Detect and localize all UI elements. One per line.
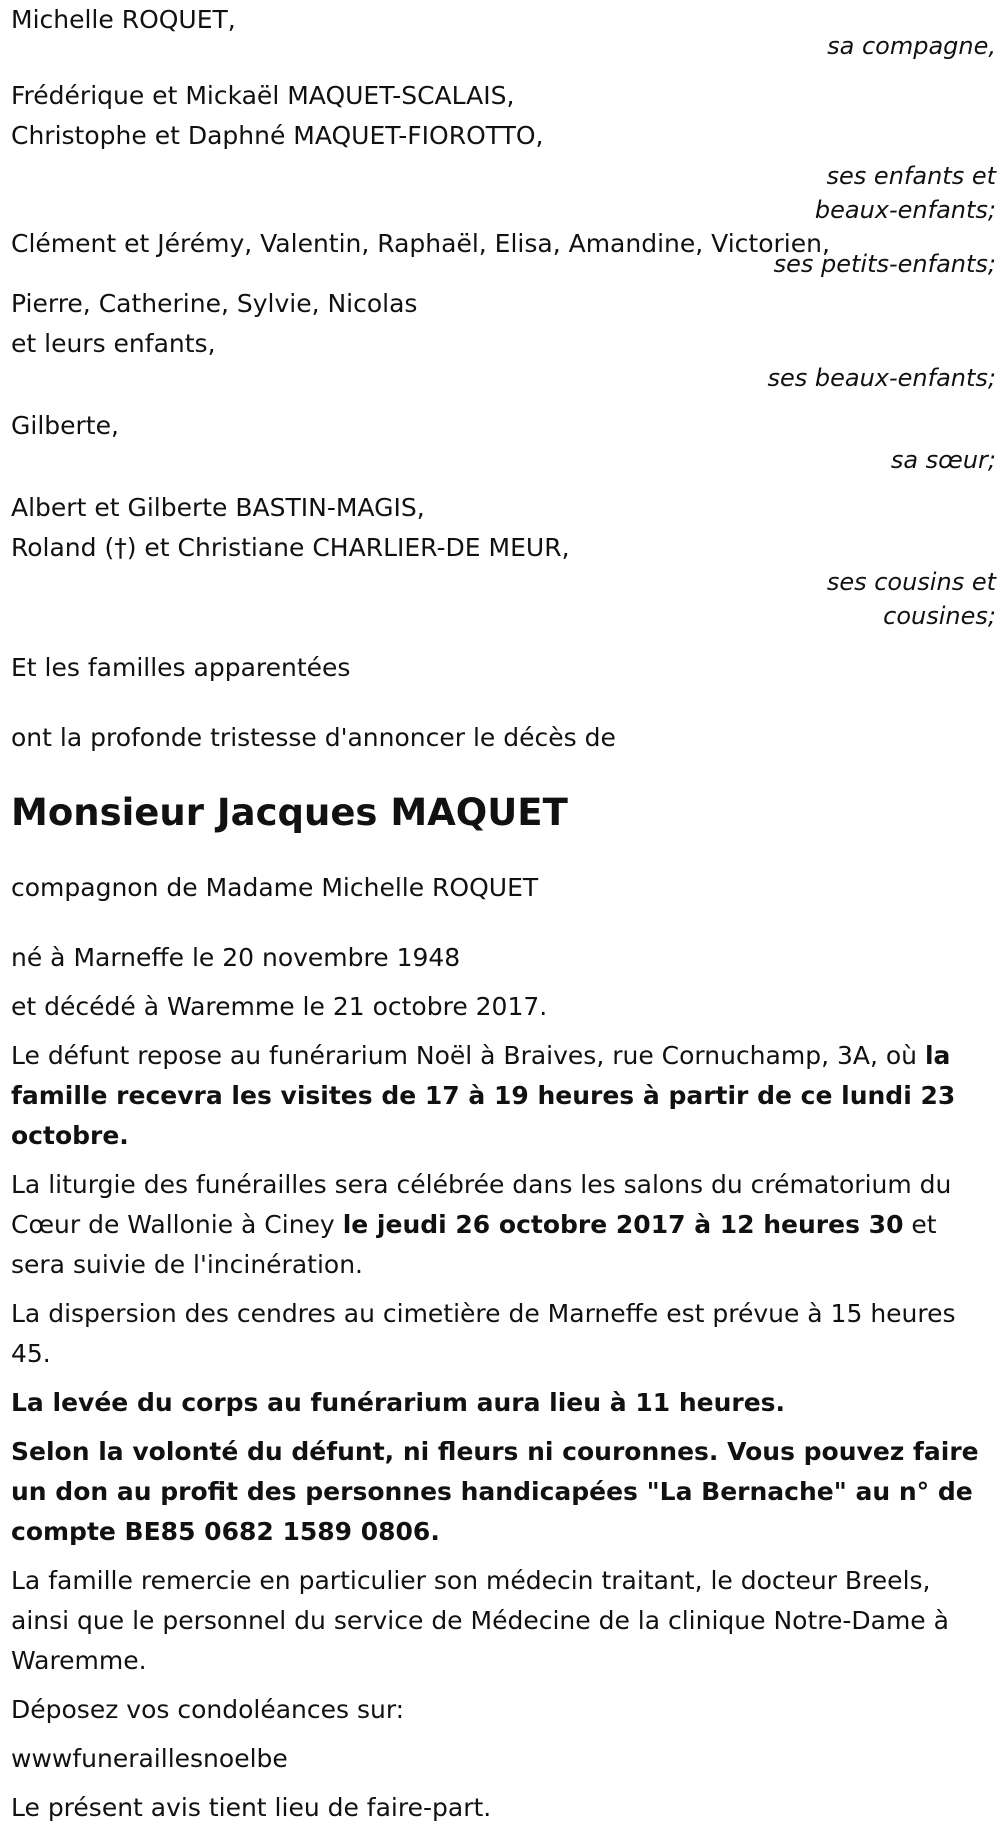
family-names-line: Christophe et Daphné MAQUET-FIOROTTO, [11, 121, 544, 150]
family-names-line: Clément et Jérémy, Valentin, Raphaël, Elisa, Amandine, Victorien, [11, 229, 830, 258]
visit-text: Le défunt repose au funérarium Noël à Braives, rue Cornuchamp, 3A, où [11, 1041, 925, 1070]
family-names-line: et leurs enfants, [11, 329, 216, 358]
family-relation: cousines; [883, 602, 996, 630]
notice-line: Le présent avis tient lieu de faire-part. [11, 1793, 492, 1822]
birth-line: né à Marneffe le 20 novembre 1948 [11, 943, 461, 972]
companion-line: compagnon de Madame Michelle ROQUET [11, 873, 539, 902]
family-relation: sa compagne, [827, 32, 996, 60]
visit-bold: la famille recevra les visites de 17 à 19 heures à partir de ce lundi 23 octobre. [11, 1041, 956, 1150]
family-relation: ses enfants et [826, 162, 996, 190]
liturgy-date: le jeudi 26 octobre 2017 à 12 heures 30 [342, 1210, 904, 1239]
dispersion-paragraph: La dispersion des cendres au cimetière de Marneffe est prévue à 15 heures 45. [11, 1299, 956, 1368]
levee-paragraph: La levée du corps au funérarium aura lieu à 11 heures. [11, 1388, 786, 1417]
thanks-paragraph: La famille remercie en particulier son médecin traitant, le docteur Breels, ainsi que le personnel du service de Médecine de la clinique Notre-Dame à Waremme. [11, 1566, 949, 1675]
announcement: ont la profonde tristesse d'annoncer le décès de [11, 723, 616, 752]
families-line: Et les familles apparentées [11, 653, 351, 682]
family-relation: ses petits-enfants; [773, 250, 996, 278]
family-names-line: Gilberte, [11, 411, 119, 440]
donation-paragraph: Selon la volonté du défunt, ni fleurs ni couronnes. Vous pouvez faire un don au profit des personnes handicapées "La Bernache" au n° de compte BE85 0682 1589 0806. [11, 1437, 979, 1546]
death-line: et décédé à Waremme le 21 octobre 2017. [11, 992, 548, 1021]
family-names-line: Frédérique et Mickaël MAQUET-SCALAIS, [11, 81, 515, 110]
family-relation: sa sœur; [890, 446, 996, 474]
condolences-label: Déposez vos condoléances sur: [11, 1695, 405, 1724]
deceased-name: Monsieur Jacques MAQUET [11, 791, 568, 834]
family-list [11, 0, 996, 636]
family-relation: ses cousins et [826, 568, 996, 596]
family-names-line: Michelle ROQUET, [11, 5, 236, 34]
family-names-line: Roland (†) et Christiane CHARLIER-DE MEUR, [11, 533, 570, 562]
visit-paragraph [11, 1036, 986, 1156]
liturgy-paragraph [11, 1165, 986, 1285]
family-relation: ses beaux-enfants; [767, 364, 996, 392]
family-relation: beaux-enfants; [814, 196, 996, 224]
family-names-line: Albert et Gilberte BASTIN-MAGIS, [11, 493, 425, 522]
liturgy-text: La liturgie des funérailles sera célébrée dans les salons du crématorium du Cœur de Wallonie à Ciney [11, 1170, 952, 1239]
family-names-line: Pierre, Catherine, Sylvie, Nicolas [11, 289, 418, 318]
condolences-website: wwwfuneraillesnoelbe [11, 1744, 288, 1773]
liturgy-end: et sera suivie de l'incinération. [11, 1210, 937, 1279]
